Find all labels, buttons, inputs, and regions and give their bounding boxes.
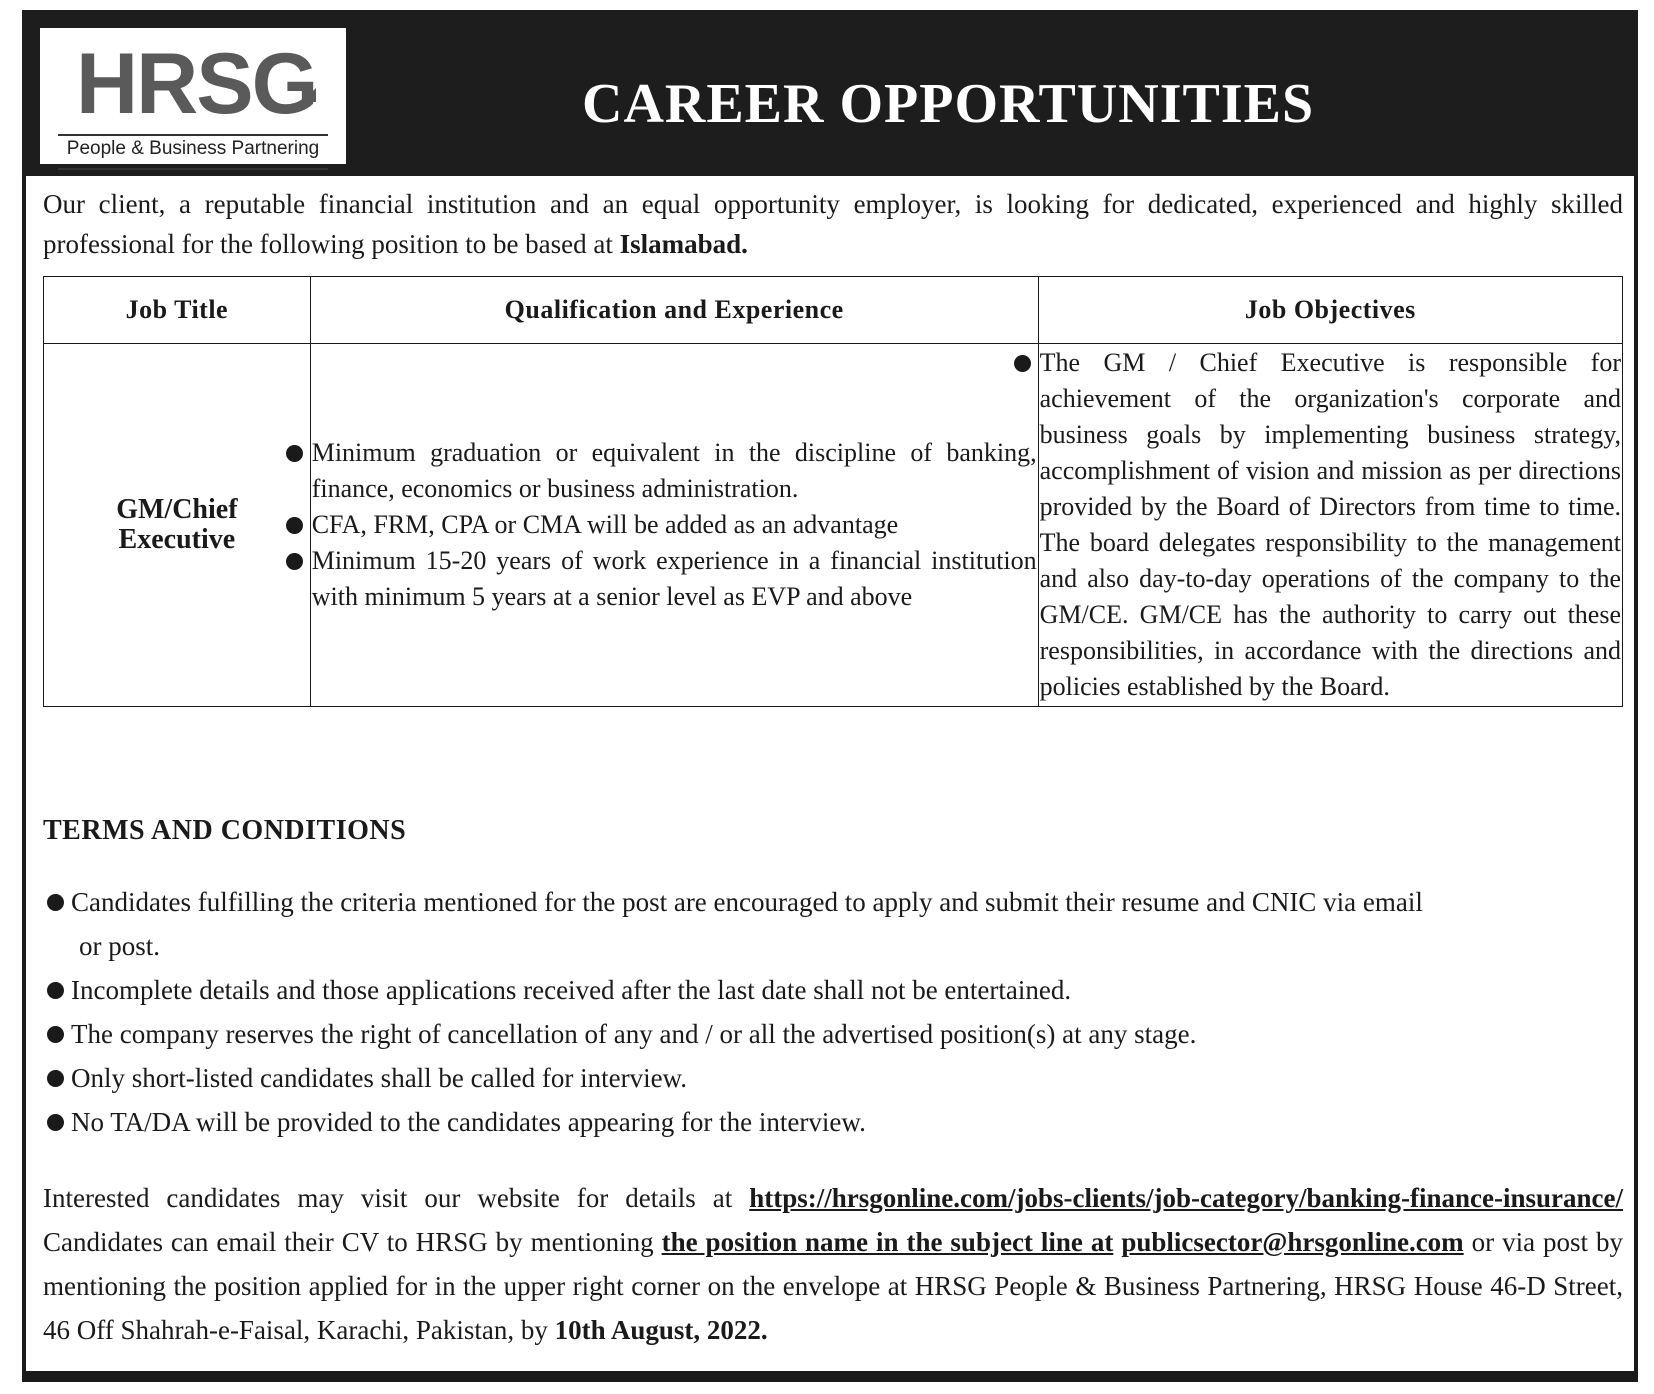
header-objectives: Job Objectives: [1038, 277, 1622, 344]
terms-heading: TERMS AND CONDITIONS: [43, 815, 407, 846]
list-item: The GM / Chief Executive is responsible for achievement of the organization's corporate and business goals by implementing business strategy, accomplishment of vision and mission as per directions provided by the Board of Directors from time to time. The board delegates responsibility to the management and also day-to-day operations of the company to the GM/CE. GM/CE has the authority to carry out these responsibilities, in accordance with the directions and policies established by the Board.: [1040, 345, 1621, 705]
logo-rule-top: [58, 134, 328, 136]
list-item: CFA, FRM, CPA or CMA will be added as an advantage: [312, 507, 1037, 543]
header-job-title: Job Title: [44, 277, 311, 344]
bullet-icon: [286, 517, 303, 534]
email-link[interactable]: publicsector@hrsgonline.com: [1121, 1227, 1464, 1257]
list-item: Candidates fulfilling the criteria mentioned for the post are encouraged to apply and submit their resume and CNIC via email or post.: [43, 880, 1603, 968]
qualification-cell: [310, 344, 1038, 707]
bullet-icon: [286, 553, 303, 570]
application-instructions: Interested candidates may visit our website for details at https://hrsgonline.com/jobs-clients/job-category/banking-finance-insurance/ Candidates can email their CV to HRSG by mentioning the position name in the subject line at publicsector@hrsgonline.com or via post by mentioning the position applied for in the upper right corner on the envelope at HRSG People & Business Partnering, HRSG House 46-D Street, 46 Off Shahrah-e-Faisal, Karachi, Pakistan, by 10th August, 2022.: [43, 1183, 1624, 1345]
job-table: [43, 276, 1623, 707]
bullet-icon: [1014, 355, 1031, 372]
list-item: Only short-listed candidates shall be called for interview.: [43, 1056, 1603, 1100]
list-item: No TA/DA will be provided to the candidates appearing for the interview.: [43, 1100, 1603, 1144]
objectives-list: [1040, 345, 1621, 705]
deadline: 10th August, 2022.: [554, 1315, 768, 1345]
logo-arrow-icon: [302, 88, 316, 102]
qualification-list: [312, 435, 1037, 615]
list-item: Incomplete details and those applications received after the last date shall not be entertained.: [43, 968, 1603, 1012]
bullet-icon: [286, 445, 303, 462]
job-title-line2: Executive: [118, 524, 236, 555]
table-row: [44, 344, 1623, 707]
bullet-icon: [47, 1114, 64, 1131]
bullet-icon: [47, 1026, 64, 1043]
logo-wordmark: HRSG: [76, 36, 317, 132]
job-title-cell: [44, 344, 311, 707]
page-title: CAREER OPPORTUNITIES: [582, 73, 1315, 135]
subject-instruction: the position name in the subject line at: [661, 1227, 1114, 1257]
logo-tagline: People & Business Partnering: [66, 138, 320, 159]
list-item: The company reserves the right of cancellation of any and / or all the advertised position(s) at any stage.: [43, 1012, 1603, 1056]
table-header-row: [44, 277, 1623, 344]
bullet-icon: [47, 982, 64, 999]
header-banner: [22, 10, 1638, 176]
intro-paragraph: [43, 184, 1623, 264]
bullet-icon: [47, 1070, 64, 1087]
intro-text: Our client, a reputable financial institution and an equal opportunity employer, is looking for dedicated, experienced and highly skilled professional for the following position to be based at: [43, 189, 1623, 259]
terms-list: [43, 880, 1603, 1144]
website-link[interactable]: https://hrsgonline.com/jobs-clients/job-category/banking-finance-insurance/: [749, 1183, 1623, 1213]
header-qualification: Qualification and Experience: [310, 277, 1038, 344]
hrsg-logo: [40, 28, 346, 164]
list-item: Minimum 15-20 years of work experience in a financial institution with minimum 5 years at a senior level as EVP and above: [312, 543, 1037, 615]
intro-location: Islamabad.: [619, 229, 748, 259]
objectives-cell: [1038, 344, 1622, 707]
list-item: Minimum graduation or equivalent in the discipline of banking, finance, economics or business administration.: [312, 435, 1037, 507]
logo-rule-bottom: [58, 168, 328, 170]
job-title-line1: GM/Chief: [116, 494, 238, 525]
bullet-icon: [47, 894, 64, 911]
